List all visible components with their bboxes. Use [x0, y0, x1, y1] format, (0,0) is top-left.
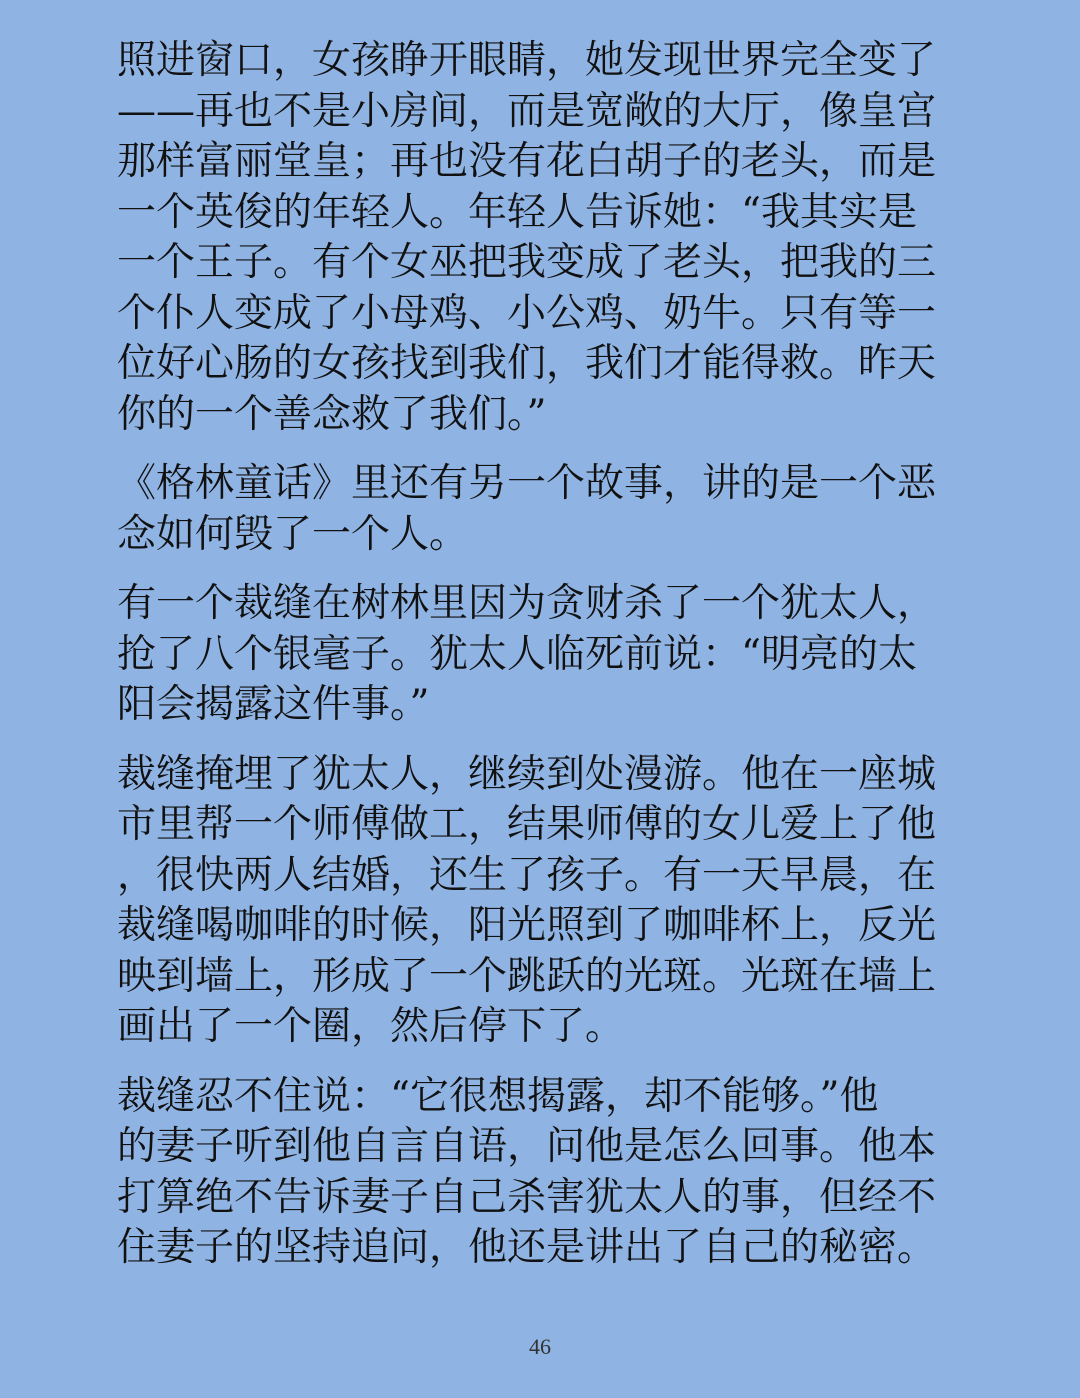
text-line: 一个王子。有个女巫把我变成了老头，把我的三 [117, 240, 937, 285]
paragraph-gap [117, 560, 957, 579]
text-line: 的妻子听到他自言自语，问他是怎么回事。他本 [117, 1124, 937, 1169]
text-line: 裁缝掩埋了犹太人，继续到处漫游。他在一座城 [117, 751, 937, 797]
paragraph-1 [117, 36, 957, 440]
text-line: 画出了一个圈，然后停下了。 [117, 1004, 625, 1049]
page-text [117, 36, 957, 1274]
paragraph-3 [117, 579, 957, 731]
paragraph-4 [117, 750, 957, 1053]
paragraph-gap [117, 1053, 957, 1072]
text-line: 那样富丽堂皇；再也没有花白胡子的老头，而是 [117, 139, 937, 184]
paragraph-gap [117, 731, 957, 750]
text-line: ——再也不是小房间，而是宽敞的大厅，像皇宫 [117, 88, 937, 134]
text-line: ，很快两人结婚，还生了孩子。有一天早晨，在 [117, 852, 937, 898]
paragraph-2 [117, 459, 957, 560]
text-line: 个仆人变成了小母鸡、小公鸡、奶牛。只有等一 [117, 290, 937, 336]
text-line: 打算绝不告诉妻子自己杀害犹太人的事，但经不 [117, 1174, 937, 1220]
page-number: 46 [529, 1334, 551, 1359]
text-line: 位好心肠的女孩找到我们，我们才能得救。昨天 [117, 341, 937, 386]
text-line: 裁缝忍不住说：“它很想揭露，却不能够。”他 [117, 1073, 879, 1119]
text-line: 住妻子的坚持追问，他还是讲出了自己的秘密。 [117, 1225, 937, 1270]
text-line: 念如何毁了一个人。 [117, 511, 469, 557]
text-line: 有一个裁缝在树林里因为贪财杀了一个犹太人， [117, 581, 937, 626]
text-line: 照进窗口，女孩睁开眼睛，她发现世界完全变了 [117, 38, 937, 83]
text-line: 裁缝喝咖啡的时候，阳光照到了咖啡杯上，反光 [117, 903, 937, 948]
text-line: 抢了八个银毫子。犹太人临死前说：“明亮的太 [117, 631, 917, 677]
text-line: 阳会揭露这件事。” [117, 682, 430, 727]
text-line: 映到墙上，形成了一个跳跃的光斑。光斑在墙上 [117, 953, 937, 999]
text-line: 《格林童话》里还有另一个故事，讲的是一个恶 [117, 461, 937, 506]
text-line: 一个英俊的年轻人。年轻人告诉她：“我其实是 [117, 189, 917, 235]
text-line: 你的一个善念救了我们。” [117, 391, 547, 437]
text-line: 市里帮一个师傅做工，结果师傅的女儿爱上了他 [117, 802, 937, 847]
paragraph-5 [117, 1072, 957, 1274]
paragraph-gap [117, 440, 957, 459]
